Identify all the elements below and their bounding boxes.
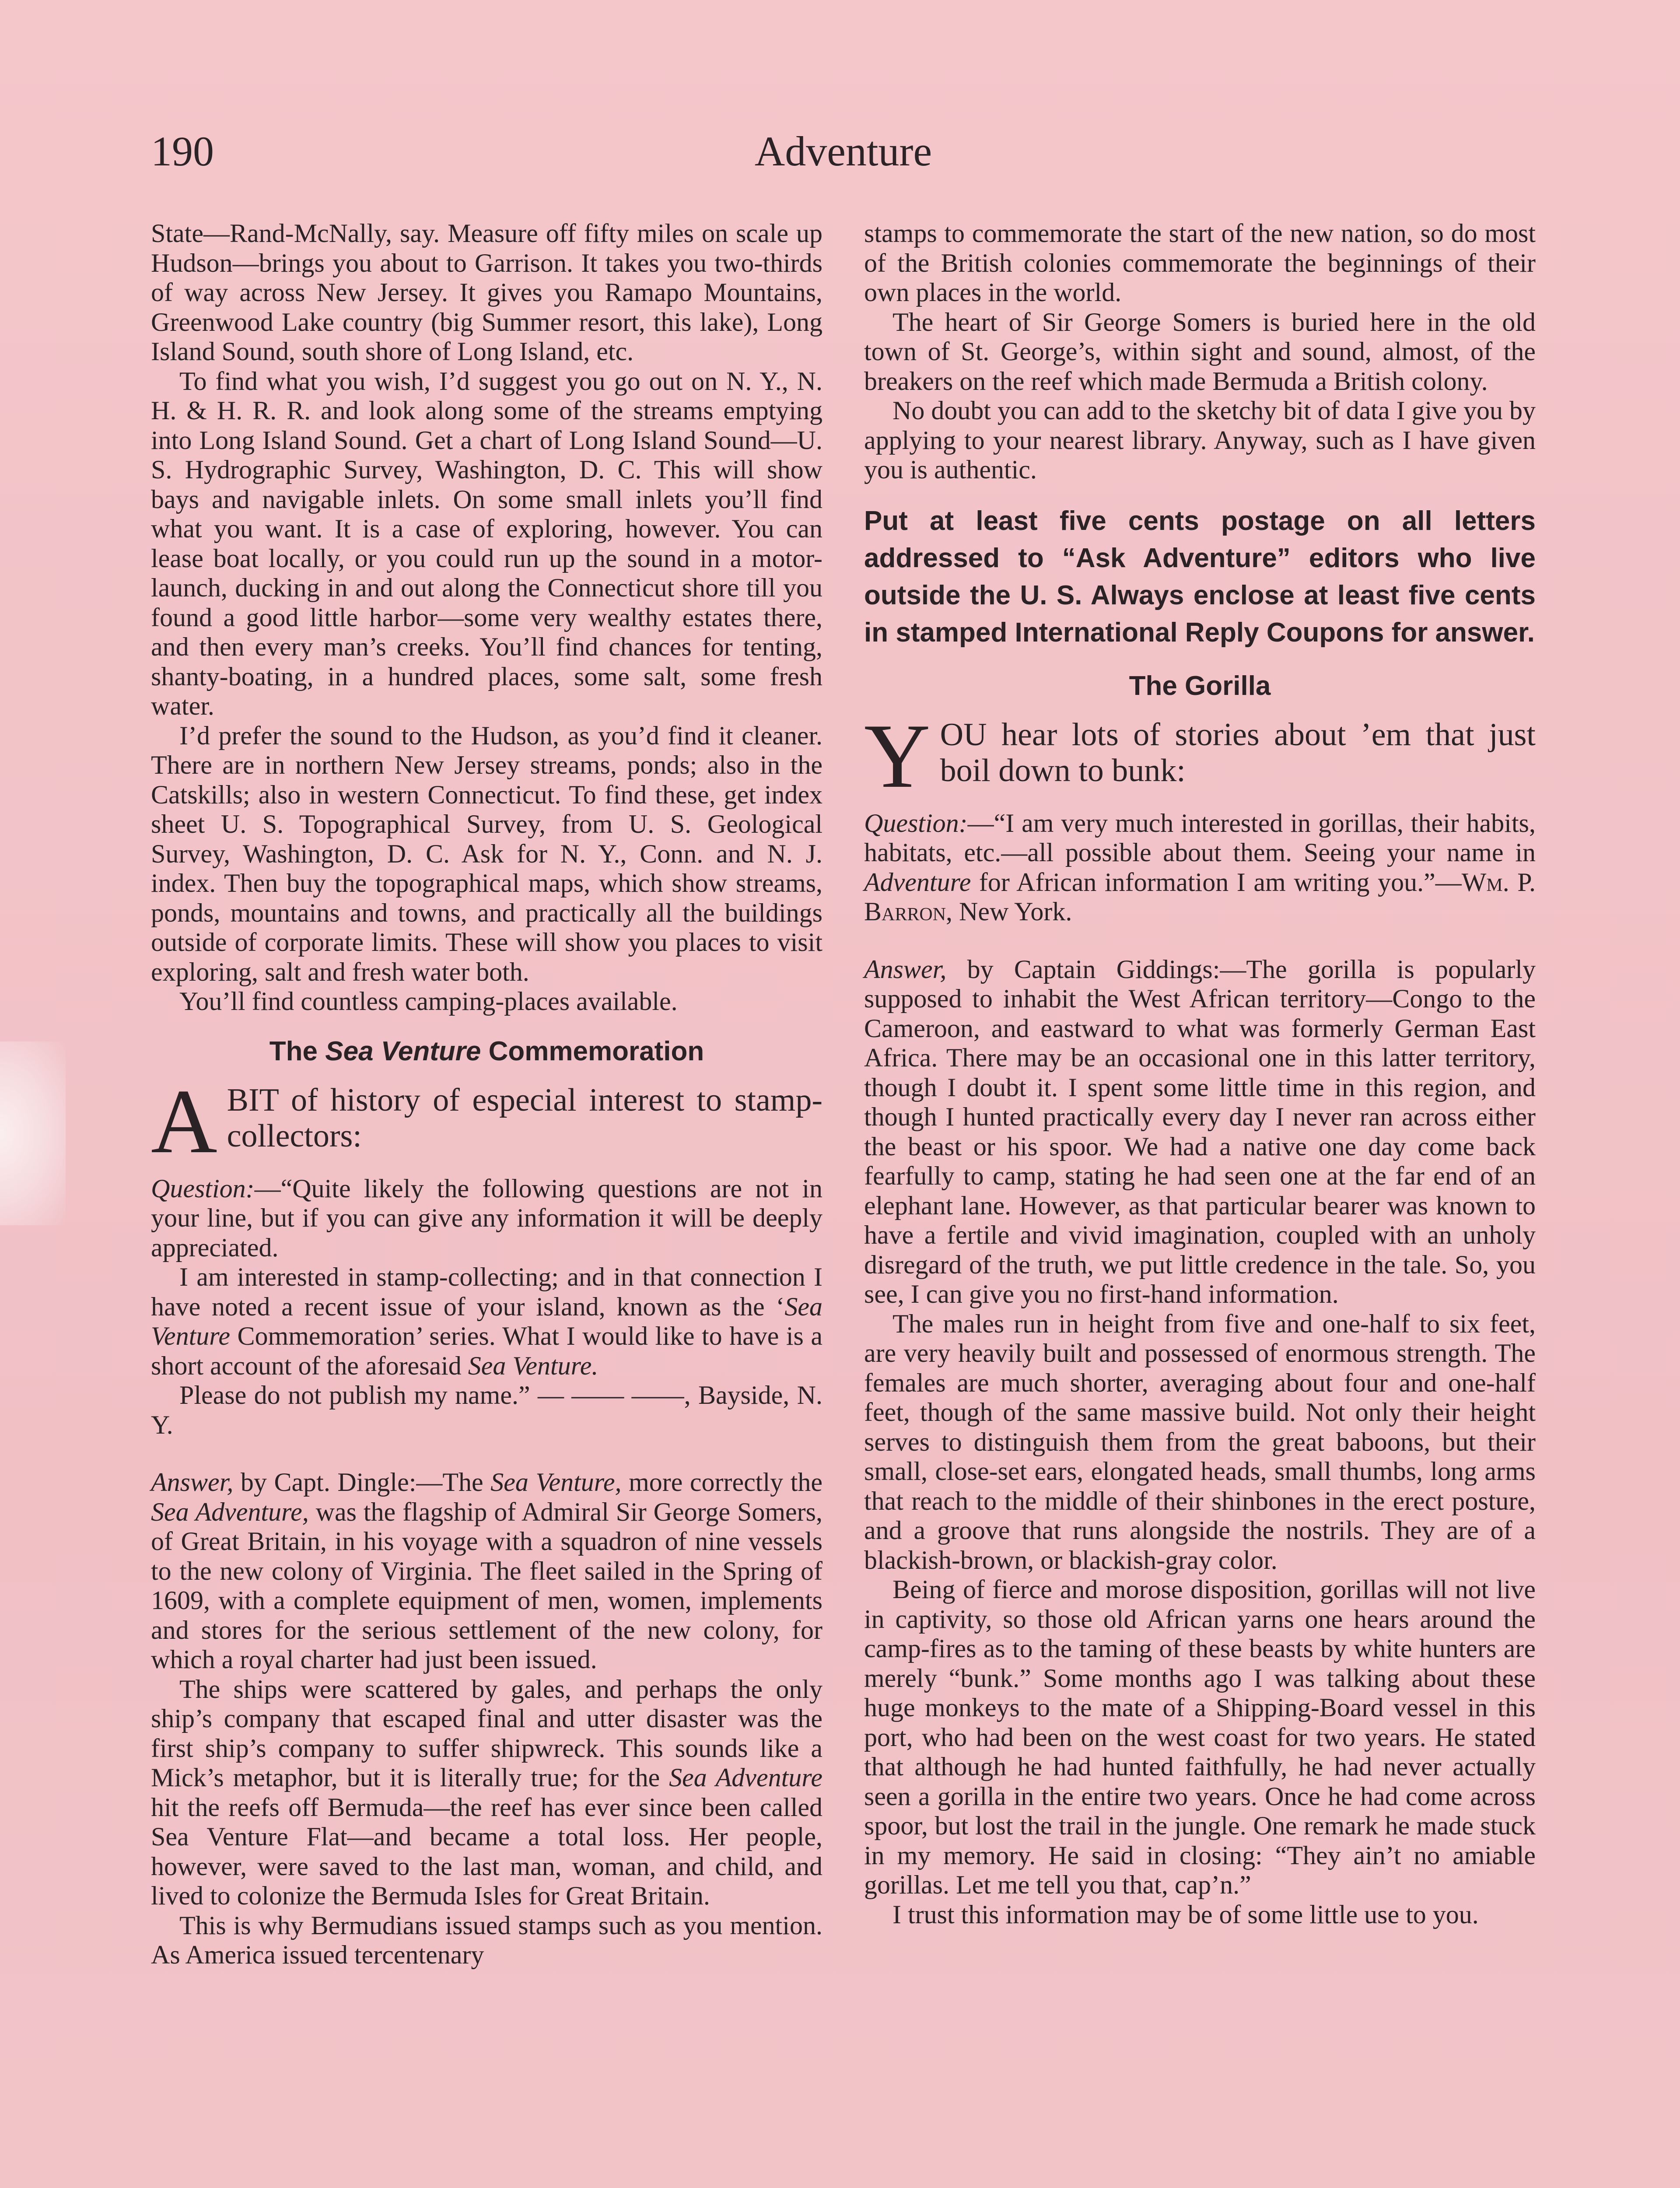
question-2-text-a: I am interested in stamp-collecting; and in that connection I have noted a recent issue of your island, known as the ‘ xyxy=(151,1262,822,1321)
left-paragraph-4: You’ll find countless camping-places available. xyxy=(179,987,678,1016)
answer-2-text-b: hit the reefs off Bermuda—the reef has ever since been called Sea Venture Flat—and became a total loss. Her people, however, were saved to the last man, woman, and child, and lived to colonize the Bermuda Isles for Great Britain. xyxy=(151,1792,822,1910)
left-paragraph-3: I’d prefer the sound to the Hudson, as you’d find it cleaner. There are in northern New Jersey streams, ponds; also in the Catskills; also in western Connecticut. To find these, get index sheet U. S. Topographical Survey, from U. S. Geological Survey, Washington, D. C. Ask for N. Y., Conn. and N. J. index. Then buy the topographical maps, which show streams, ponds, mountains and towns, and practically all the buildings outside of corporate limits. These will show you places to visit exploring, salt and fresh water both. xyxy=(151,721,822,986)
question-2-italic-2: Sea Venture. xyxy=(468,1351,598,1380)
question-label: Question: xyxy=(151,1174,255,1203)
gorilla-question xyxy=(864,809,1536,927)
section-title-pre: The xyxy=(269,1036,318,1066)
questioner-name: Wm. P. Barron xyxy=(864,867,1536,926)
question-text-b: for African information I am writing you.”— xyxy=(971,867,1462,897)
sea-venture-answer-3: This is why Bermudians issued stamps such as you mention. As America issued tercentenary xyxy=(151,1911,822,1969)
gorilla-answer-3: Being of fierce and morose disposition, gorillas will not live in captivity, so those old African yarns one hears around the camp-fires as to the taming of these beasts by white hunters are merely “bunk.” Some months ago I was talking about these huge monkeys to the mate of a Shipping-Board vessel in this port, who had been on the west coast for two years. He stated that although he had hunted faithfully, he had never actually seen a gorilla in the entire two years. Once he had come across spoor, but lost the trail in the jungle. One remark he made stuck in my memory. He said in closing: “They ain’t no amiable gorillas. Let me tell you that, cap’n.” xyxy=(864,1575,1536,1899)
gorilla-answer-2: The males run in height from five and one-half to six feet, are very heavily built and possessed of enormous strength. The females are much shorter, averaging about four and one-half feet, though of the same massive build. Not only their height serves to distinguish them from the great baboons, but their small, close-set ears, elongated heads, small thumbs, long arms that reach to the middle of their shinbones in the erect posture, and a groove that runs alongside the nostrils. They are of a blackish-brown, or blackish-gray color. xyxy=(864,1309,1536,1574)
sea-venture-intro-text: BIT of history of especial interest to stamp-collectors: xyxy=(227,1082,822,1154)
right-paragraph-1: stamps to commemorate the start of the new nation, so do most of the British colonies commemorate the beginnings of their own places in the world. xyxy=(864,219,1536,307)
question-2-text-b: Commemoration’ series. What I would like to have is a short account of the aforesaid xyxy=(151,1322,822,1380)
answer-label: Answer, xyxy=(151,1468,234,1497)
left-paragraph-2: To find what you wish, I’d suggest you go out on N. Y., N. H. & H. R. R. and look along some of the streams emptying into Long Island Sound. Get a chart of Long Island Sound—U. S. Hydrographic Survey, Washington, D. C. This will show bays and navigable inlets. On some small inlets you’ll find what you want. It is a case of exploring, however. You can lease boat locally, or you could run up the sound in a motor-launch, ducking in and out along the Connecticut shore till you found a good little harbor—some very wealthy estates there, and then every man’s creeks. You’ll find chances for tenting, shanty-boating, in a hundred places, some salt, some fresh water. xyxy=(151,366,822,720)
question-italic: Adventure xyxy=(864,867,971,897)
section-title-sea-venture xyxy=(151,1034,822,1069)
gorilla-intro xyxy=(864,705,1536,807)
questioner-place: , New York. xyxy=(946,897,1072,926)
answer-label: Answer, xyxy=(864,954,947,984)
page-header xyxy=(151,127,1536,184)
answer-text-c: was the flagship of Admiral Sir George Somers, of Great Britain, in his voyage with a squadron of nine vessels to the new colony of Virginia. The fleet sailed in the Spring of 1609, with a complete equipment of men, women, implements and stores for the serious settlement of the new colony, for which a royal charter had just been issued. xyxy=(151,1497,822,1674)
section-title-post: Commemoration xyxy=(488,1036,704,1066)
gorilla-answer xyxy=(864,955,1536,1309)
answer-2-text-a: The ships were scattered by gales, and perhaps the only ship’s company that escaped final and utter disaster was the first ship’s company to suffer shipwreck. This sounds like a Mick’s metaphor, but it is literally true; for the xyxy=(151,1674,822,1792)
paper-stain xyxy=(0,1041,66,1225)
sea-venture-question xyxy=(151,1174,822,1263)
left-column xyxy=(151,219,822,1970)
sea-venture-question-2 xyxy=(151,1262,822,1381)
sea-venture-question-3: Please do not publish my name.” — —— ——, Bayside, N. Y. xyxy=(151,1381,822,1439)
spacer xyxy=(151,1440,822,1468)
question-text-a: —“I am very much interested in gorillas, their habits, habitats, etc.—all possible about them. Seeing your name in xyxy=(864,808,1536,867)
answer-2-italic: Sea Adventure xyxy=(669,1763,822,1792)
sea-venture-answer-2 xyxy=(151,1675,822,1911)
gorilla-intro-text: OU hear lots of stories about ’em that just boil down to bunk: xyxy=(940,716,1536,789)
answer-text-b: more correctly the xyxy=(621,1468,822,1497)
right-paragraph-2: The heart of Sir George Somers is buried here in the old town of St. George’s, within sight and sound, almost, of the breakers on the reef which made Bermuda a British colony. xyxy=(864,307,1536,396)
sea-venture-intro xyxy=(151,1070,822,1172)
drop-cap-a: A xyxy=(151,1070,217,1172)
question-text: —“Quite likely the following questions are not in your line, but if you can give any information it will be deeply appreciated. xyxy=(151,1174,822,1262)
drop-cap-y: Y xyxy=(864,705,931,807)
answer-text-a: by Capt. Dingle:—The xyxy=(233,1468,491,1497)
left-paragraph-1: State—Rand-McNally, say. Measure off fifty miles on scale up Hudson—brings you about to Garrison. It takes you two-thirds of way across New Jersey. It gives you Ramapo Mountains, Greenwood Lake country (big Summer resort, this lake), Long Island Sound, south shore of Long Island, etc. xyxy=(151,219,822,366)
question-2-italic: Sea Venture xyxy=(151,1292,822,1350)
answer-italic-2: Sea Adventure, xyxy=(151,1497,309,1526)
right-paragraph-3: No doubt you can add to the sketchy bit of data I give you by applying to your nearest library. Anyway, such as I have given you is authentic. xyxy=(864,396,1536,484)
right-column xyxy=(864,219,1536,1929)
sea-venture-answer xyxy=(151,1468,822,1675)
answer-text: by Captain Giddings:—The gorilla is popularly supposed to inhabit the West African territory—Congo to the Cameroon, and eastward to what was formerly German East Africa. There may be an occasional one in this latter territory, though I doubt it. I spent some little time in this region, and though I hunted practically every day I never ran across either the beast or his spoor. We had a native one day come back fearfully to camp, stating he had seen one at the far end of an elephant lane. However, as that particular bearer was known to have a fertile and vivid imagination, coupled with an unholy disregard of the truth, we put little credence in the tale. So, you see, I can give you no first-hand information. xyxy=(864,954,1536,1308)
answer-italic-1: Sea Venture, xyxy=(490,1468,622,1497)
running-title: Adventure xyxy=(754,128,932,175)
section-title-italic: Sea Venture xyxy=(325,1036,481,1066)
page-number: 190 xyxy=(151,128,214,175)
postage-notice: Put at least five cents postage on all letters addressed to “Ask Adventure” editors who live outside the U. S. Always enclose at least five cents in stamped International Reply Coupons for answer. xyxy=(864,505,1536,648)
question-label: Question: xyxy=(864,808,968,838)
spacer xyxy=(864,927,1536,955)
gorilla-answer-4: I trust this information may be of some little use to you. xyxy=(892,1900,1479,1929)
section-title-gorilla: The Gorilla xyxy=(1129,670,1271,701)
